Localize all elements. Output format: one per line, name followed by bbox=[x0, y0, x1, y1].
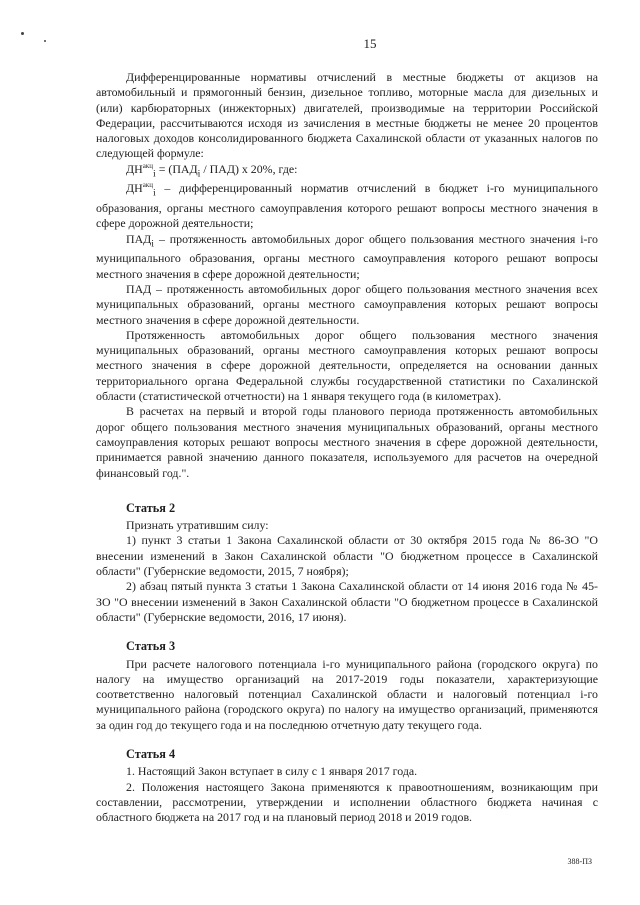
article-2-item: 1) пункт 3 статьи 1 Закона Сахалинской области от 30 октября 2015 года № 86-ЗО "О внесении изменений в Закон Сахалинской области "О бюджетном процессе в Сахалинской области" (Губернские ведомости, 2015, 7 ноября); bbox=[96, 533, 598, 579]
document-body bbox=[96, 70, 598, 825]
article-2-intro: Признать утратившим силу: bbox=[126, 518, 269, 533]
article-3-heading: Статья 3 bbox=[126, 639, 176, 654]
page-number: 15 bbox=[363, 36, 377, 51]
article-4-item: 1. Настоящий Закон вступает в силу с 1 января 2017 года. bbox=[126, 764, 418, 779]
article-2-item: 2) абзац пятый пункта 3 статьи 1 Закона Сахалинской области от 14 июня 2016 года № 45-ЗО "О внесении изменений в Закон Сахалинской области "О бюджетном процессе в Сахалинской области" (Губернские ведомости, 2016, 17 июня). bbox=[96, 579, 598, 624]
article-3-text: При расчете налогового потенциала i-го муниципального района (городского округа) по налогу на имущество организаций на 2017-2019 годы показатели, характеризующие соответственно налоговый потенциал Сахалинской области и налоговый потенциал i-го муниципального района (городского округа) по налогу на имущество организаций, применяются за один год до текущего года и на последнюю отчетную дату текущего года. bbox=[96, 656, 598, 732]
paragraph-planning: В расчетах на первый и второй годы планового периода протяженность автомобильных дорог общего пользования местного значения муниципальных образований, органы местного самоуправления которых решают вопросы местного значения в сфере дорожной деятельности, принимается равной значению данного показателя, используемого для расчетов на очередной финансовый год.". bbox=[96, 404, 598, 480]
definition-padi: $ПАД_i$ – протяженность автомобильных дорог общего пользования местного значения i-го муниципального образования, органы местного самоуправления которого решают вопросы местного значения в сфере дорожной деятельности; bbox=[96, 231, 598, 281]
paragraph-length: Протяженность автомобильных дорог общего пользования местного значения муниципальных образований, органы местного самоуправления которых решают вопросы местного значения в сфере дорожной деятельности, определяется на основании данных территориального органа Федеральной службы государственной статистики по Сахалинской области (статистической отчетности) на 1 января текущего года (в километрах). bbox=[96, 327, 598, 404]
article-4-item: 2. Положения настоящего Закона применяются к правоотношениям, возникающим при составлении, рассмотрении, утверждении и исполнении областного бюджета начиная с областного бюджета на 2017 год и на плановый период 2018 и 2019 годов. bbox=[96, 779, 598, 825]
paragraph-intro: Дифференцированные нормативы отчислений в местные бюджеты от акцизов на автомобильный и прямогонный бензин, дизельное топливо, моторные масла для дизельных и (или) карбюраторных (инжекторных) двигателей, производимые на территории Российской Федерации, рассчитываются исходя из зачисления в местные бюджеты не менее 20 процентов налоговых доходов консолидированного бюджета Сахалинской области от указанных налогов по следующей формуле: bbox=[96, 70, 598, 161]
scan-speck bbox=[21, 32, 24, 35]
article-4-heading: Статья 4 bbox=[126, 747, 176, 761]
definition-pad: ПАД – протяженность автомобильных дорог общего пользования местного значения всех муниципальных образований, органы местного самоуправления которых решают вопросы местного значения в сфере дорожной деятельности. bbox=[96, 281, 598, 327]
definition-dn: $ДН^{акц}_i$ – дифференцированный норматив отчислений в бюджет i-го муниципального образования, органы местного самоуправления которого решают вопросы местного значения в сфере дорожной деятельности; bbox=[96, 181, 598, 231]
formula: $ДН^{акц}_i = (ПАД_i / ПАД)$ х 20%, где: bbox=[126, 161, 298, 180]
document-code: 388-ПЗ bbox=[567, 857, 592, 866]
article-2-heading: Статья 2 bbox=[126, 500, 176, 515]
